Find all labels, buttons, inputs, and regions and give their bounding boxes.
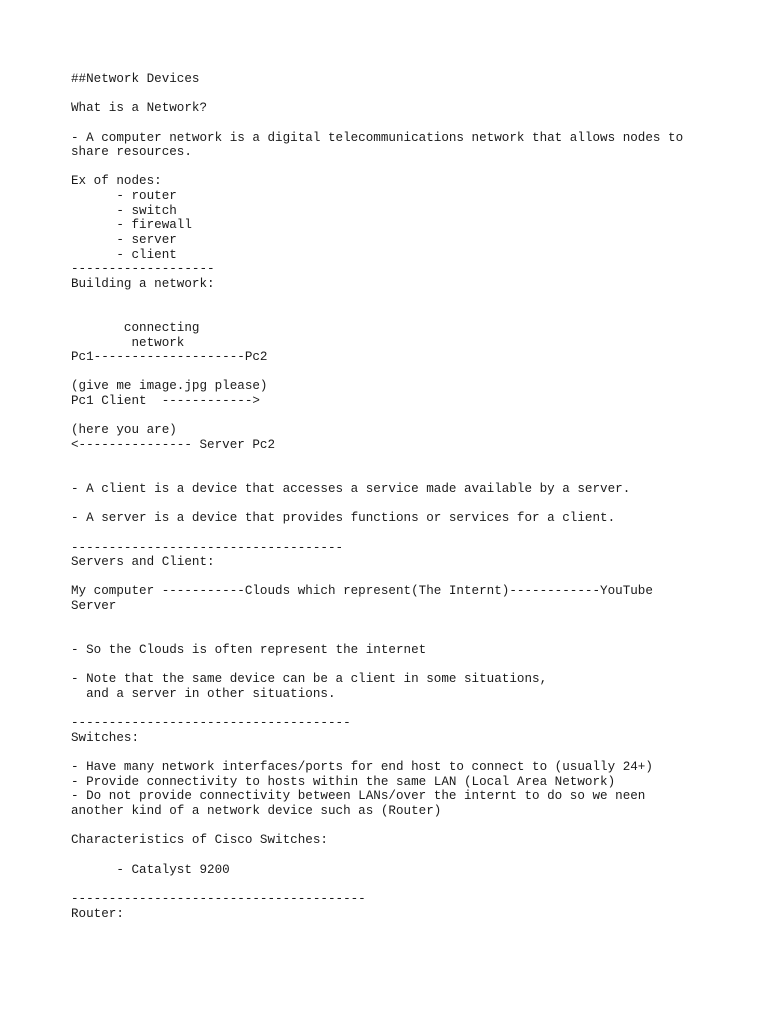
doc-line [71, 160, 761, 175]
doc-line: --------------------------------------- [71, 891, 366, 906]
doc-line: connecting [71, 320, 200, 335]
doc-line [71, 497, 761, 512]
doc-line: Ex of nodes: [71, 174, 162, 189]
doc-line: Server [71, 599, 117, 614]
doc-line [71, 292, 761, 307]
doc-line: Router: [71, 906, 124, 921]
doc-line: My computer -----------Clouds which represent(The Internt)------------YouTube [71, 584, 653, 599]
doc-line: Switches: [71, 730, 140, 745]
doc-line: ##Network Devices [71, 72, 200, 86]
doc-line: - client [71, 247, 177, 262]
doc-line: and a server in other situations. [71, 686, 336, 701]
doc-line [71, 877, 761, 892]
doc-line: Servers and Client: [71, 555, 215, 570]
doc-line: Pc1 Client ------------> [71, 394, 260, 409]
doc-line [71, 116, 761, 131]
doc-line [71, 409, 761, 424]
doc-line: - Note that the same device can be a client in some situations, [71, 672, 548, 687]
doc-line [71, 702, 761, 717]
doc-line [71, 614, 761, 629]
document-page [71, 72, 761, 921]
doc-line: ------------------------------------ [71, 540, 344, 555]
doc-line: ------------------------------------- [71, 716, 351, 731]
doc-line: What is a Network? [71, 101, 208, 116]
doc-line [71, 467, 761, 482]
doc-line [71, 658, 761, 673]
doc-line [71, 819, 761, 834]
doc-line: - switch [71, 203, 177, 218]
doc-line: - A server is a device that provides functions or services for a client. [71, 511, 616, 526]
doc-line: - server [71, 233, 177, 248]
doc-line [71, 306, 761, 321]
doc-line: ------------------- [71, 262, 215, 277]
doc-line: - A client is a device that accesses a service made available by a server. [71, 481, 631, 496]
doc-line [71, 453, 761, 468]
doc-line [71, 570, 761, 585]
doc-line: - firewall [71, 218, 192, 233]
doc-line [71, 365, 761, 380]
doc-line: - Have many network interfaces/ports for end host to connect to (usually 24+) [71, 760, 653, 775]
doc-line: share resources. [71, 145, 192, 160]
doc-line: another kind of a network device such as (Router) [71, 804, 442, 819]
doc-line: - A computer network is a digital telecommunications network that allows nodes to [71, 130, 684, 145]
doc-line: <--------------- Server Pc2 [71, 438, 276, 453]
doc-line: - Catalyst 9200 [71, 862, 230, 877]
doc-line [71, 745, 761, 760]
doc-line: - So the Clouds is often represent the internet [71, 642, 427, 657]
doc-line: - Provide connectivity to hosts within the same LAN (Local Area Network) [71, 774, 616, 789]
doc-line: - router [71, 189, 177, 204]
doc-line [71, 526, 761, 541]
doc-line: (give me image.jpg please) [71, 379, 268, 394]
doc-line: Pc1--------------------Pc2 [71, 350, 268, 365]
doc-line: Building a network: [71, 276, 215, 291]
doc-line: network [71, 335, 185, 350]
doc-line [71, 628, 761, 643]
doc-line: Characteristics of Cisco Switches: [71, 833, 328, 848]
doc-line: (here you are) [71, 423, 177, 438]
doc-line [71, 848, 761, 863]
doc-line: - Do not provide connectivity between LANs/over the internt to do so we neen [71, 789, 646, 804]
doc-line [71, 87, 761, 102]
